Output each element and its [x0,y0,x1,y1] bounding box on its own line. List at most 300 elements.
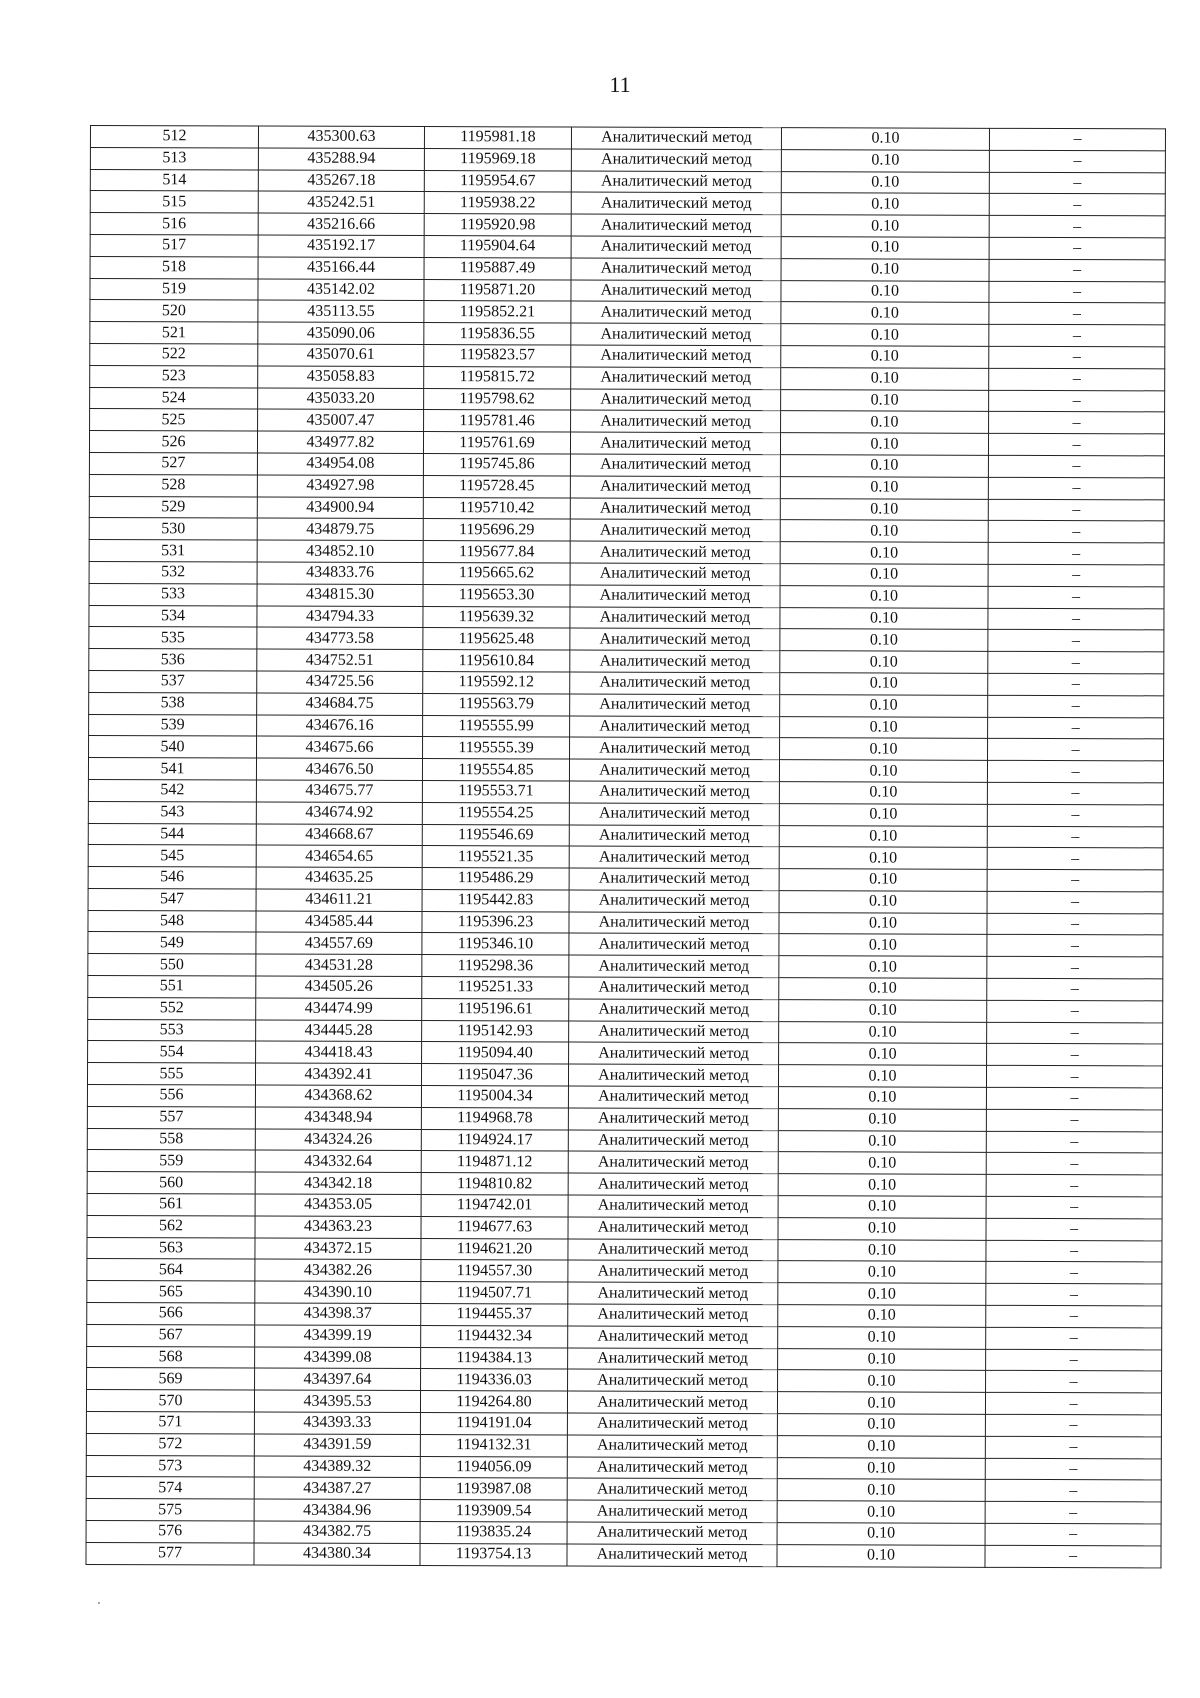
x-coordinate-cell: 434611.21 [256,889,422,911]
y-coordinate-cell: 1195823.57 [424,345,571,367]
note-cell: – [987,891,1163,913]
note-cell: – [987,913,1163,935]
note-cell: – [985,1393,1161,1415]
accuracy-cell: 0.10 [780,433,988,455]
note-cell: – [986,1305,1162,1327]
accuracy-cell: 0.10 [778,1109,986,1131]
y-coordinate-cell: 1195815.72 [424,366,571,388]
method-cell: Аналитический метод [570,563,780,585]
y-coordinate-cell: 1195521.35 [422,846,569,868]
y-coordinate-cell: 1195047.36 [421,1064,568,1086]
method-cell: Аналитический метод [571,127,781,149]
note-cell: – [988,542,1164,564]
x-coordinate-cell: 434392.41 [255,1063,421,1085]
point-number-cell: 541 [88,758,256,780]
note-cell: – [989,172,1165,194]
note-cell: – [987,848,1163,870]
accuracy-cell: 0.10 [778,1065,986,1087]
x-coordinate-cell: 434676.16 [257,715,423,737]
coordinates-table [85,125,1166,1568]
note-cell: – [989,237,1165,259]
x-coordinate-cell: 434752.51 [257,649,423,671]
y-coordinate-cell: 1195553.71 [422,780,569,802]
note-cell: – [988,499,1164,521]
point-number-cell: 534 [89,605,257,627]
point-number-cell: 560 [87,1172,255,1194]
y-coordinate-cell: 1195196.61 [422,998,569,1020]
method-cell: Аналитический метод [568,1260,778,1282]
method-cell: Аналитический метод [569,1042,779,1064]
note-cell: – [989,281,1165,303]
method-cell: Аналитический метод [567,1544,777,1566]
y-coordinate-cell: 1194871.12 [421,1151,568,1173]
method-cell: Аналитический метод [570,519,780,541]
note-cell: – [986,1327,1162,1349]
point-number-cell: 516 [90,213,258,235]
accuracy-cell: 0.10 [778,1239,986,1261]
x-coordinate-cell: 434676.50 [256,758,422,780]
x-coordinate-cell: 434353.05 [255,1194,421,1216]
note-cell: – [987,935,1163,957]
x-coordinate-cell: 434852.10 [257,540,423,562]
x-coordinate-cell: 434954.08 [257,453,423,475]
x-coordinate-cell: 434684.75 [257,693,423,715]
x-coordinate-cell: 434393.33 [254,1412,420,1434]
method-cell: Аналитический метод [571,345,781,367]
method-cell: Аналитический метод [570,694,780,716]
accuracy-cell: 0.10 [779,1000,987,1022]
y-coordinate-cell: 1193754.13 [420,1543,567,1565]
method-cell: Аналитический метод [569,803,779,825]
x-coordinate-cell: 434391.59 [254,1434,420,1456]
point-number-cell: 570 [86,1390,254,1412]
accuracy-cell: 0.10 [778,1305,986,1327]
point-number-cell: 554 [88,1041,256,1063]
point-number-cell: 542 [88,779,256,801]
point-number-cell: 551 [88,976,256,998]
note-cell: – [986,1131,1162,1153]
x-coordinate-cell: 434675.77 [256,780,422,802]
y-coordinate-cell: 1195969.18 [424,148,571,170]
note-cell: – [989,346,1165,368]
method-cell: Аналитический метод [568,1130,778,1152]
x-coordinate-cell: 434348.94 [255,1107,421,1129]
note-cell: – [989,259,1165,281]
x-coordinate-cell: 434505.26 [256,976,422,998]
y-coordinate-cell: 1195142.93 [422,1020,569,1042]
x-coordinate-cell: 435058.83 [258,366,424,388]
y-coordinate-cell: 1195798.62 [424,388,571,410]
accuracy-cell: 0.10 [781,411,989,433]
method-cell: Аналитический метод [570,628,780,650]
point-number-cell: 533 [89,583,257,605]
note-cell: – [987,869,1163,891]
x-coordinate-cell: 434900.94 [257,497,423,519]
x-coordinate-cell: 434390.10 [255,1281,421,1303]
point-number-cell: 557 [87,1106,255,1128]
y-coordinate-cell: 1195546.69 [422,824,569,846]
x-coordinate-cell: 435267.18 [258,170,424,192]
y-coordinate-cell: 1195653.30 [423,584,570,606]
point-number-cell: 513 [90,147,258,169]
accuracy-cell: 0.10 [779,782,987,804]
accuracy-cell: 0.10 [778,1130,986,1152]
accuracy-cell: 0.10 [778,1218,986,1240]
note-cell: – [989,324,1165,346]
y-coordinate-cell: 1195251.33 [422,977,569,999]
note-cell: – [987,1022,1163,1044]
note-cell: – [985,1436,1161,1458]
x-coordinate-cell: 434674.92 [256,802,422,824]
method-cell: Аналитический метод [568,1086,778,1108]
x-coordinate-cell: 435033.20 [258,388,424,410]
y-coordinate-cell: 1194968.78 [421,1107,568,1129]
x-coordinate-cell: 435007.47 [258,409,424,431]
point-number-cell: 553 [88,1019,256,1041]
y-coordinate-cell: 1195710.42 [423,497,570,519]
note-cell: – [988,695,1164,717]
method-cell: Аналитический метод [568,1064,778,1086]
x-coordinate-cell: 434654.65 [256,845,422,867]
coordinates-table-body [86,126,1166,1568]
note-cell: – [985,1414,1161,1436]
y-coordinate-cell: 1195871.20 [424,279,571,301]
point-number-cell: 518 [90,256,258,278]
accuracy-cell: 0.10 [778,1370,986,1392]
point-number-cell: 572 [86,1433,254,1455]
x-coordinate-cell: 434668.67 [256,824,422,846]
y-coordinate-cell: 1194264.80 [420,1391,567,1413]
note-cell: – [986,1087,1162,1109]
x-coordinate-cell: 434380.34 [254,1543,420,1565]
accuracy-cell: 0.10 [781,258,989,280]
y-coordinate-cell: 1194191.04 [420,1413,567,1435]
note-cell: – [988,455,1164,477]
x-coordinate-cell: 434324.26 [255,1129,421,1151]
note-cell: – [985,1523,1161,1545]
point-number-cell: 547 [88,888,256,910]
accuracy-cell: 0.10 [778,1261,986,1283]
y-coordinate-cell: 1194336.03 [421,1369,568,1391]
note-cell: – [986,1371,1162,1393]
method-cell: Аналитический метод [567,1435,777,1457]
accuracy-cell: 0.10 [780,585,988,607]
method-cell: Аналитический метод [570,737,780,759]
method-cell: Аналитический метод [568,1151,778,1173]
accuracy-cell: 0.10 [779,978,987,1000]
method-cell: Аналитический метод [569,825,779,847]
x-coordinate-cell: 434773.58 [257,627,423,649]
accuracy-cell: 0.10 [780,738,988,760]
x-coordinate-cell: 434399.08 [255,1347,421,1369]
method-cell: Аналитический метод [568,1108,778,1130]
point-number-cell: 555 [87,1063,255,1085]
y-coordinate-cell: 1194742.01 [421,1195,568,1217]
y-coordinate-cell: 1195954.67 [424,170,571,192]
method-cell: Аналитический метод [569,933,779,955]
method-cell: Аналитический метод [569,999,779,1021]
method-cell: Аналитический метод [568,1326,778,1348]
point-number-cell: 543 [88,801,256,823]
method-cell: Аналитический метод [570,454,780,476]
note-cell: – [988,586,1164,608]
y-coordinate-cell: 1195592.12 [423,671,570,693]
method-cell: Аналитический метод [568,1217,778,1239]
y-coordinate-cell: 1195554.25 [422,802,569,824]
accuracy-cell: 0.10 [778,1196,986,1218]
accuracy-cell: 0.10 [780,629,988,651]
method-cell: Аналитический метод [571,236,781,258]
x-coordinate-cell: 434399.19 [255,1325,421,1347]
point-number-cell: 522 [90,343,258,365]
x-coordinate-cell: 434332.64 [255,1150,421,1172]
x-coordinate-cell: 434418.43 [256,1041,422,1063]
point-number-cell: 540 [89,736,257,758]
point-number-cell: 530 [89,518,257,540]
method-cell: Аналитический метод [571,258,781,280]
method-cell: Аналитический метод [567,1391,777,1413]
method-cell: Аналитический метод [568,1195,778,1217]
accuracy-cell: 0.10 [781,302,989,324]
point-number-cell: 517 [90,234,258,256]
note-cell: – [988,477,1164,499]
page-number: 11 [609,72,631,97]
accuracy-cell: 0.10 [777,1544,985,1566]
x-coordinate-cell: 434389.32 [254,1456,420,1478]
method-cell: Аналитический метод [570,650,780,672]
y-coordinate-cell: 1195639.32 [423,606,570,628]
point-number-cell: 562 [87,1215,255,1237]
note-cell: – [989,412,1165,434]
y-coordinate-cell: 1195555.99 [423,715,570,737]
accuracy-cell: 0.10 [780,498,988,520]
accuracy-cell: 0.10 [778,1087,986,1109]
accuracy-cell: 0.10 [780,476,988,498]
method-cell: Аналитический метод [568,1173,778,1195]
method-cell: Аналитический метод [570,585,780,607]
x-coordinate-cell: 435090.06 [258,322,424,344]
y-coordinate-cell: 1194384.13 [421,1347,568,1369]
y-coordinate-cell: 1195486.29 [422,868,569,890]
point-number-cell: 566 [87,1303,255,1325]
point-number-cell: 559 [87,1150,255,1172]
point-number-cell: 565 [87,1281,255,1303]
y-coordinate-cell: 1194924.17 [421,1129,568,1151]
method-cell: Аналитический метод [568,1239,778,1261]
method-cell: Аналитический метод [569,781,779,803]
accuracy-cell: 0.10 [780,716,988,738]
x-coordinate-cell: 434372.15 [255,1238,421,1260]
note-cell: – [986,1109,1162,1131]
y-coordinate-cell: 1195563.79 [423,693,570,715]
accuracy-cell: 0.10 [779,956,987,978]
y-coordinate-cell: 1195745.86 [423,454,570,476]
accuracy-cell: 0.10 [781,193,989,215]
note-cell: – [988,673,1164,695]
accuracy-cell: 0.10 [781,215,989,237]
note-cell: – [986,1153,1162,1175]
y-coordinate-cell: 1194455.37 [421,1304,568,1326]
accuracy-cell: 0.10 [779,891,987,913]
x-coordinate-cell: 434397.64 [255,1368,421,1390]
note-cell: – [988,433,1164,455]
x-coordinate-cell: 435242.51 [258,191,424,213]
x-coordinate-cell: 434725.56 [257,671,423,693]
y-coordinate-cell: 1195781.46 [424,410,571,432]
method-cell: Аналитический метод [570,476,780,498]
note-cell: – [987,1000,1163,1022]
point-number-cell: 524 [90,387,258,409]
y-coordinate-cell: 1193835.24 [420,1522,567,1544]
note-cell: – [987,782,1163,804]
note-cell: – [985,1502,1161,1524]
note-cell: – [986,1175,1162,1197]
y-coordinate-cell: 1195677.84 [423,541,570,563]
method-cell: Аналитический метод [570,432,780,454]
point-number-cell: 577 [86,1542,254,1564]
accuracy-cell: 0.10 [780,607,988,629]
accuracy-cell: 0.10 [780,520,988,542]
point-number-cell: 536 [89,649,257,671]
point-number-cell: 575 [86,1499,254,1521]
note-cell: – [988,717,1164,739]
note-cell: – [987,804,1163,826]
method-cell: Аналитический метод [569,977,779,999]
y-coordinate-cell: 1195442.83 [422,889,569,911]
accuracy-cell: 0.10 [781,346,989,368]
method-cell: Аналитический метод [571,301,781,323]
accuracy-cell: 0.10 [779,825,987,847]
y-coordinate-cell: 1195625.48 [423,628,570,650]
method-cell: Аналитический метод [570,672,780,694]
note-cell: – [987,826,1163,848]
method-cell: Аналитический метод [571,410,781,432]
x-coordinate-cell: 435166.44 [258,257,424,279]
x-coordinate-cell: 434977.82 [257,431,423,453]
accuracy-cell: 0.10 [781,149,989,171]
point-number-cell: 523 [90,365,258,387]
point-number-cell: 556 [87,1085,255,1107]
point-number-cell: 521 [90,322,258,344]
y-coordinate-cell: 1194432.34 [421,1325,568,1347]
accuracy-cell: 0.10 [777,1479,985,1501]
method-cell: Аналитический метод [571,389,781,411]
point-number-cell: 545 [88,845,256,867]
x-coordinate-cell: 434794.33 [257,606,423,628]
note-cell: – [989,368,1165,390]
method-cell: Аналитический метод [571,280,781,302]
accuracy-cell: 0.10 [779,803,987,825]
point-number-cell: 531 [89,540,257,562]
method-cell: Аналитический метод [570,498,780,520]
note-cell: – [989,390,1165,412]
method-cell: Аналитический метод [570,607,780,629]
x-coordinate-cell: 434382.75 [254,1521,420,1543]
method-cell: Аналитический метод [569,846,779,868]
y-coordinate-cell: 1195665.62 [423,562,570,584]
method-cell: Аналитический метод [568,1282,778,1304]
x-coordinate-cell: 435216.66 [258,213,424,235]
point-number-cell: 519 [90,278,258,300]
point-number-cell: 548 [88,910,256,932]
note-cell: – [986,1196,1162,1218]
y-coordinate-cell: 1195298.36 [422,955,569,977]
note-cell: – [989,194,1165,216]
y-coordinate-cell: 1195887.49 [424,257,571,279]
x-coordinate-cell: 434557.69 [256,933,422,955]
y-coordinate-cell: 1195938.22 [424,192,571,214]
method-cell: Аналитический метод [570,541,780,563]
x-coordinate-cell: 435113.55 [258,300,424,322]
accuracy-cell: 0.10 [777,1457,985,1479]
point-number-cell: 514 [90,169,258,191]
note-cell: – [988,739,1164,761]
accuracy-cell: 0.10 [779,1021,987,1043]
point-number-cell: 520 [90,300,258,322]
point-number-cell: 567 [87,1324,255,1346]
point-number-cell: 528 [89,474,257,496]
point-number-cell: 571 [86,1412,254,1434]
point-number-cell: 544 [88,823,256,845]
note-cell: – [986,1218,1162,1240]
method-cell: Аналитический метод [569,1021,779,1043]
x-coordinate-cell: 434635.25 [256,867,422,889]
method-cell: Аналитический метод [569,759,779,781]
accuracy-cell: 0.10 [779,760,987,782]
accuracy-cell: 0.10 [779,869,987,891]
method-cell: Аналитический метод [567,1522,777,1544]
point-number-cell: 539 [89,714,257,736]
note-cell: – [987,978,1163,1000]
y-coordinate-cell: 1194507.71 [421,1282,568,1304]
note-cell: – [989,216,1165,238]
accuracy-cell: 0.10 [778,1174,986,1196]
table-row [86,1542,1161,1567]
note-cell: – [986,1066,1162,1088]
accuracy-cell: 0.10 [781,237,989,259]
y-coordinate-cell: 1195920.98 [424,214,571,236]
point-number-cell: 532 [89,561,257,583]
y-coordinate-cell: 1194621.20 [421,1238,568,1260]
y-coordinate-cell: 1195836.55 [424,323,571,345]
note-cell: – [985,1480,1161,1502]
accuracy-cell: 0.10 [779,847,987,869]
accuracy-cell: 0.10 [778,1283,986,1305]
y-coordinate-cell: 1194056.09 [420,1456,567,1478]
y-coordinate-cell: 1195346.10 [422,933,569,955]
y-coordinate-cell: 1194557.30 [421,1260,568,1282]
note-cell: – [988,608,1164,630]
y-coordinate-cell: 1195554.85 [422,759,569,781]
accuracy-cell: 0.10 [781,280,989,302]
x-coordinate-cell: 434675.66 [257,736,423,758]
accuracy-cell: 0.10 [777,1414,985,1436]
note-cell: – [989,303,1165,325]
point-number-cell: 515 [90,191,258,213]
accuracy-cell: 0.10 [781,389,989,411]
x-coordinate-cell: 435288.94 [258,148,424,170]
method-cell: Аналитический метод [568,1304,778,1326]
x-coordinate-cell: 434833.76 [257,562,423,584]
x-coordinate-cell: 435300.63 [258,126,424,148]
accuracy-cell: 0.10 [777,1523,985,1545]
note-cell: – [985,1545,1161,1567]
method-cell: Аналитический метод [571,192,781,214]
x-coordinate-cell: 435192.17 [258,235,424,257]
x-coordinate-cell: 434384.96 [254,1499,420,1521]
x-coordinate-cell: 434927.98 [257,475,423,497]
method-cell: Аналитический метод [571,367,781,389]
